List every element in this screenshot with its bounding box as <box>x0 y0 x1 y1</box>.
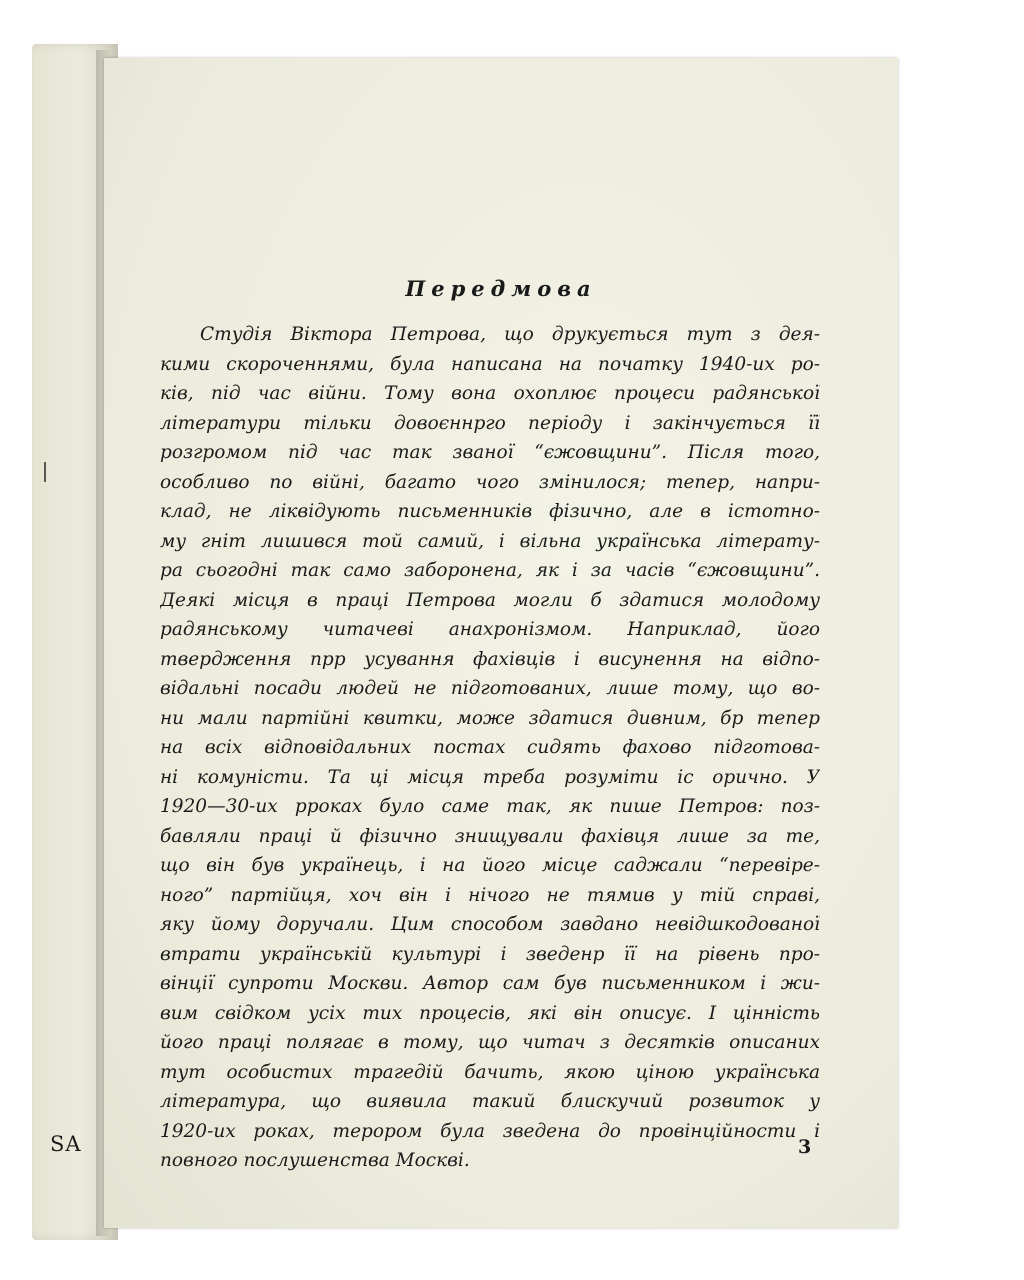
text-line: яку йому доручали. Цим способом завдано невідшкодованої <box>160 914 820 935</box>
text-line: особливо по війні, багато чого змінилося; тепер, напри- <box>160 471 820 493</box>
text-line: ра сьогодні так само заборонена, як і за часів “єжовщини”. <box>160 560 820 581</box>
text-line: кими скороченнями, була написана на початку 1940-их ро- <box>160 353 820 375</box>
text-line: Студія Віктора Петрова, що друкується тут з дея- <box>200 324 820 345</box>
text-line: що він був українець, і на його місце саджали “перевіре- <box>160 855 820 876</box>
text-line: втрати українській культурі і зведенр її на рівень про- <box>160 943 820 965</box>
left-page-edge-text: SA <box>50 1132 82 1156</box>
text-line: 1920—30-их рроках було саме так, як пише Петров: поз- <box>160 796 820 817</box>
text-line: бавляли праці й фізично знищували фахівця лише за те, <box>160 825 820 847</box>
page-number: 3 <box>798 1136 812 1158</box>
text-line: ни мали партійні квитки, може здатися дивним, бр тепер <box>160 707 820 729</box>
text-line: його праці полягає в тому, що читач з десятків описаних <box>160 1032 820 1053</box>
page-title: Передмова <box>405 276 597 301</box>
page <box>104 58 898 1228</box>
preface-body <box>160 320 820 1176</box>
text-line: радянському читачеві анахронізмом. Наприклад, його <box>160 619 820 640</box>
text-line: вим свідком усіх тих процесів, які він описує. І цінність <box>160 1002 820 1024</box>
text-line: літератури тільки довоєннрго періоду і закінчується її <box>160 412 820 434</box>
text-line: клад, не ліквідують письменників фізично, але в істотно- <box>160 501 820 522</box>
text-line: повного послушенства Москві. <box>160 1150 470 1171</box>
text-line: відальні посади людей не підготованих, лише тому, що во- <box>160 678 820 699</box>
text-line: ні комуністи. Та ці місця треба розуміти іс орично. У <box>160 766 820 788</box>
text-line: ків, під час війни. Тому вона охоплює процеси радянської <box>160 383 820 404</box>
text-line: на всіх відповідальних постах сидять фахово підготова- <box>160 737 820 758</box>
text-line: розгромом під час так званої “єжовщини”. Після того, <box>160 442 820 463</box>
text-line: література, що виявила такий блискучий розвиток у <box>160 1091 820 1112</box>
text-line: твердження прр усування фахівців і висунення на відпо- <box>160 648 820 670</box>
text-line: Деякі місця в праці Петрова могли б здатися молодому <box>160 589 820 611</box>
text-line: му гніт лишився той самий, і вільна українська літерату- <box>160 530 820 552</box>
text-line: вінції супроти Москви. Автор сам був письменником і жи- <box>160 973 820 994</box>
text-line: тут особистих трагедій бачить, якою ціною українська <box>160 1061 820 1083</box>
text-line: ного” партійця, хоч він і нічого не тямив у тій справі, <box>160 884 820 906</box>
left-page-mark <box>44 462 46 482</box>
text-line: 1920-их роках, терором була зведена до провінційности і <box>160 1120 820 1142</box>
